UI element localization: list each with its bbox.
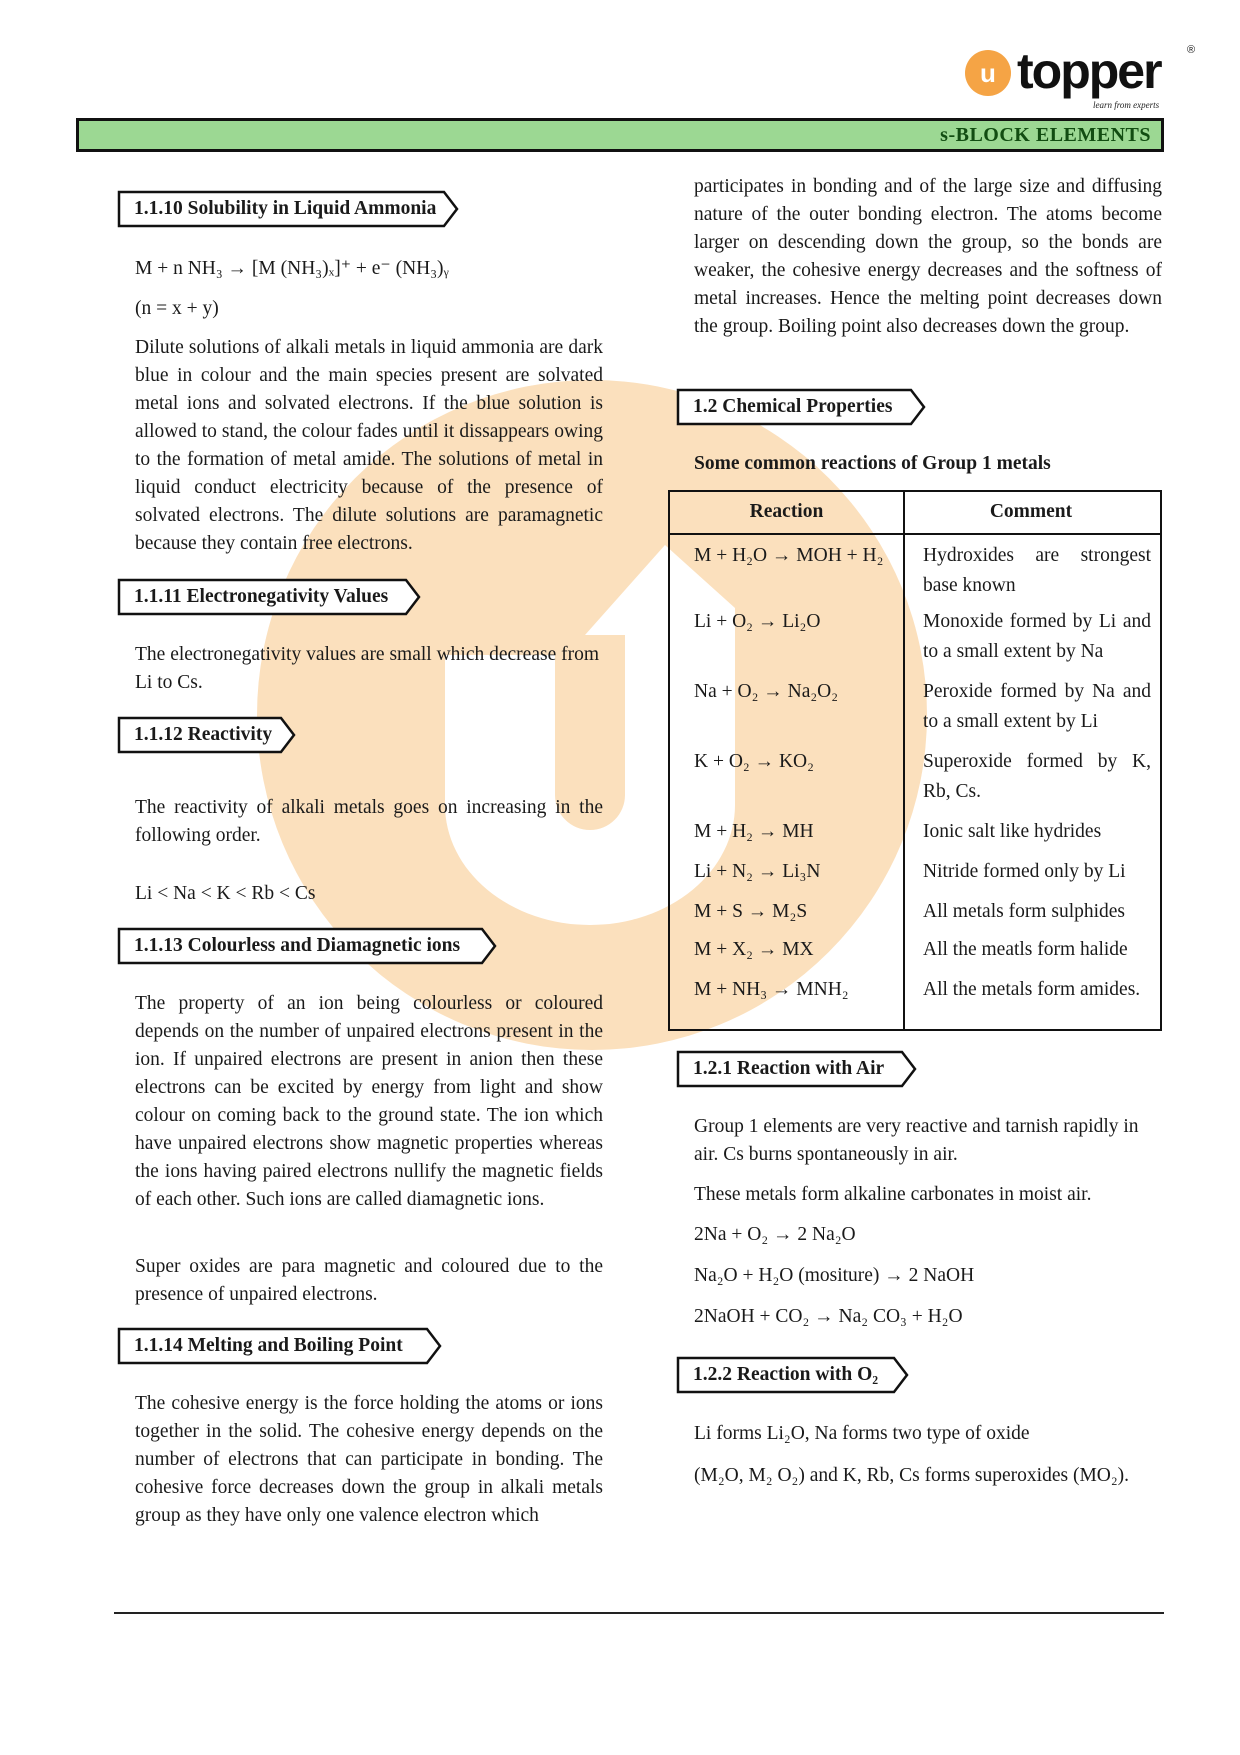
- header-reaction: Reaction: [749, 501, 824, 522]
- table-row: [670, 745, 1160, 815]
- table-row: [670, 933, 1160, 973]
- footer-rule: [114, 1612, 1164, 1614]
- table-body: [670, 535, 1160, 1023]
- topper-logo: [965, 44, 1205, 114]
- reactivity-paragraph: The reactivity of alkali metals goes on increasing in the following order.: [135, 797, 603, 846]
- comment-cell: Monoxide formed by Li and to a small extent by Na: [923, 611, 1151, 662]
- comment-cell: Superoxide formed by K, Rb, Cs.: [923, 751, 1151, 802]
- heading-text: 1.1.13 Colourless and Diamagnetic ions: [134, 935, 461, 956]
- air-equation-2: Na₂O + H₂O (mositure) → 2 NaOH: [694, 1265, 975, 1286]
- reactions-table: [668, 490, 1162, 1031]
- heading-text: 1.2.1 Reaction with Air: [693, 1058, 885, 1079]
- reaction-cell: Na + O₂ → Na₂O₂: [694, 681, 839, 702]
- table-header-row: [670, 492, 1160, 535]
- comment-cell: All the metals form amides.: [923, 979, 1141, 1000]
- table-row: [670, 973, 1160, 1023]
- reaction-cell: Li + N₂ → Li₃N: [694, 861, 821, 882]
- heading-text: 1.1.10 Solubility in Liquid Ammonia: [134, 198, 437, 219]
- heading-text: 1.1.11 Electronegativity Values: [134, 586, 389, 607]
- reaction-cell: Li + O₂ → Li₂O: [694, 611, 821, 632]
- comment-cell: All metals form sulphides: [923, 901, 1126, 922]
- comment-cell: All the meatls form halide: [923, 939, 1128, 960]
- electronegativity-paragraph: The electronegativity values are small which decrease from Li to Cs.: [135, 644, 600, 693]
- reaction-cell: M + S → M₂S: [694, 901, 808, 922]
- logo-wordmark: topper: [1017, 43, 1161, 99]
- ammonia-condition: (n = x + y): [135, 298, 219, 319]
- table-row: [670, 605, 1160, 675]
- section-heading-1-1-10: [118, 191, 458, 227]
- melting-paragraph: The cohesive energy is the force holding the atoms or ions together in the solid. The cohesive energy depends on the number of electrons that can participate in bonding. The cohesive force decreases down the group in alkali metals group as they have only one valence electron which: [135, 1393, 603, 1526]
- reaction-cell: M + H₂O → MOH + H₂: [694, 545, 884, 566]
- table-row: [670, 535, 1160, 605]
- table-row: [670, 895, 1160, 933]
- comment-cell: Nitride formed only by Li: [923, 861, 1126, 882]
- section-heading-1-2-1: [677, 1051, 916, 1087]
- oxygen-line-1: Li forms Li₂O, Na forms two type of oxide: [694, 1423, 1030, 1444]
- section-heading-1-1-13: [118, 928, 496, 964]
- table-row: [670, 675, 1160, 745]
- registered-mark: ®: [1187, 44, 1196, 56]
- oxygen-line-2: (M₂O, M₂ O₂) and K, Rb, Cs forms superoxides (MO₂).: [694, 1465, 1130, 1486]
- section-heading-1-1-14: [118, 1328, 441, 1364]
- reactivity-order: Li < Na < K < Rb < Cs: [135, 883, 316, 904]
- heading-text: 1.2.2 Reaction with O₂: [693, 1364, 879, 1385]
- ammonia-equation: M + n NH₃ → [M (NH₃)ₓ]⁺ + e⁻ (NH₃)ᵧ: [135, 258, 449, 279]
- table-caption: Some common reactions of Group 1 metals: [694, 453, 1051, 474]
- table-row: [670, 815, 1160, 855]
- section-heading-1-1-12: [118, 717, 295, 753]
- chapter-bar: s-BLOCK ELEMENTS: [76, 118, 1164, 152]
- heading-text: 1.2 Chemical Properties: [693, 396, 893, 417]
- section-heading-1-2-2: [677, 1357, 908, 1393]
- air-paragraph: Group 1 elements are very reactive and tarnish rapidly in air. Cs burns spontaneously in air.: [694, 1116, 1139, 1165]
- air-paragraph-2: These metals form alkaline carbonates in moist air.: [694, 1184, 1092, 1205]
- comment-cell: Hydroxides are strongest base known: [923, 545, 1151, 596]
- comment-cell: Ionic salt like hydrides: [923, 821, 1102, 842]
- reaction-cell: M + H₂ → MH: [694, 821, 814, 842]
- colourless-paragraph: The property of an ion being colourless or coloured depends on the number of unpaired electrons present in the ion. If unpaired electrons are present in anion then these electrons can be excited by energy from light and show colour on coming back to the ground state. The ion which have unpaired electrons show magnetic properties whereas the ions having paired electrons nullify the magnetic fields of each other. Such ions are called diamagnetic ions.: [135, 993, 603, 1210]
- table-row: [670, 855, 1160, 895]
- reaction-cell: M + NH₃ → MNH₂: [694, 979, 849, 1000]
- header-comment: Comment: [989, 501, 1073, 522]
- heading-text: 1.1.12 Reactivity: [134, 724, 273, 745]
- logo-tagline: learn from experts: [1093, 100, 1160, 110]
- superoxide-paragraph: Super oxides are para magnetic and coloured due to the presence of unpaired electrons.: [135, 1256, 603, 1305]
- section-heading-1-1-11: [118, 579, 420, 615]
- section-heading-1-2: [677, 389, 925, 425]
- comment-cell: Peroxide formed by Na and to a small extent by Li: [923, 681, 1151, 732]
- logo-mark-icon: u: [965, 50, 1011, 96]
- ammonia-paragraph: Dilute solutions of alkali metals in liquid ammonia are dark blue in colour and the main species present are solvated metal ions and solvated electrons. If the blue solution is allowed to stand, the colour fades until it dissappears owing to the formation of metal amide. The solutions of metal in liquid conduct electricity because of the presence of solvated electrons. The dilute solutions are paramagnetic because they contain free electrons.: [135, 337, 603, 554]
- air-equation-1: 2Na + O₂ → 2 Na₂O: [694, 1224, 856, 1245]
- air-equation-3: 2NaOH + CO₂ → Na₂ CO₃ + H₂O: [694, 1306, 963, 1327]
- heading-text: 1.1.14 Melting and Boiling Point: [134, 1335, 403, 1356]
- reaction-cell: K + O₂ → KO₂: [694, 751, 814, 772]
- column-divider: [903, 492, 905, 1029]
- reaction-cell: M + X₂ → MX: [694, 939, 814, 960]
- melting-paragraph-continued: participates in bonding and of the large size and diffusing nature of the outer bonding electron. The atoms become larger on descending down the group, so the bonds are weaker, the cohesive energy decreases and the softness of metal increases. Hence the melting point decreases down the group. Boiling point also decreases down the group.: [694, 176, 1162, 337]
